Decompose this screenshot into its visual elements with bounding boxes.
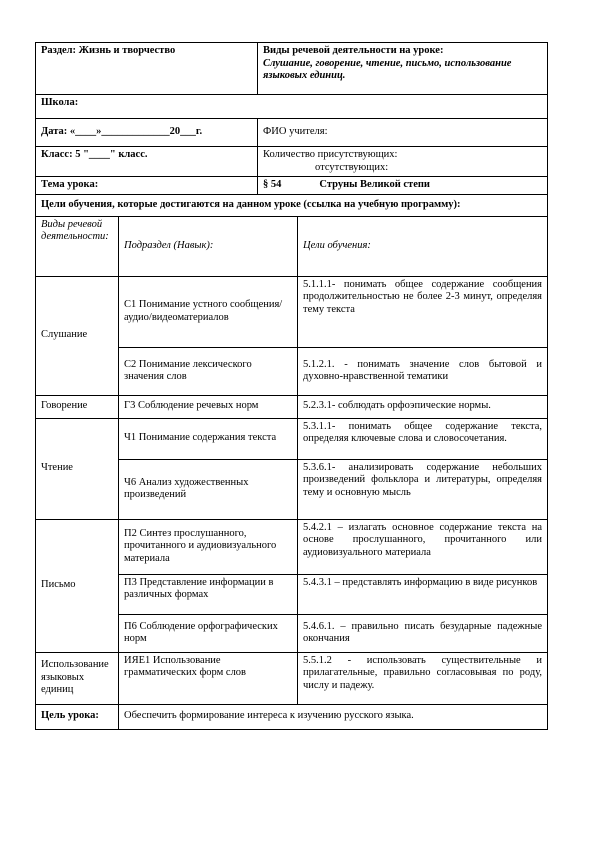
goal-text: 5.4.2.1 – излагать основное содержание текста на основе прослушанного, прочитанного или аудиовизуального материала: [303, 521, 543, 558]
date-label: Дата: «____»_____________20___г.: [41, 126, 203, 138]
column-header-subsection: [119, 216, 298, 276]
goal-cell: [298, 614, 548, 652]
goal-text: 5.2.3.1- соблюдать орфоэпические нормы.: [303, 400, 491, 412]
column-goals-label: Цели обучения:: [303, 239, 371, 251]
teacher-label: ФИО учителя:: [263, 126, 328, 138]
teacher-cell: [258, 119, 548, 147]
activity-label: Говорение: [41, 400, 88, 412]
goal-text: 5.5.1.2 - использовать существительные и прилагательные, правильно согласовывая по роду, числу и падежу.: [303, 654, 543, 691]
column-header-activity: [36, 216, 119, 276]
goal-cell: [298, 574, 548, 614]
topic-label-cell: [36, 177, 258, 195]
skill-label: С2 Понимание лексического значения слов: [124, 358, 252, 382]
speech-activities-list: Слушание, говорение, чтение, письмо, использование языковых единиц.: [263, 57, 512, 81]
skill-cell: [119, 574, 298, 614]
topic-label: Тема урока:: [41, 179, 99, 190]
skill-label: Ч6 Анализ художественных произведений: [124, 476, 249, 500]
date-cell: [36, 119, 258, 147]
skill-label: ИЯЕ1 Использование грамматических форм слов: [124, 654, 247, 678]
topic-number: § 54: [263, 179, 282, 190]
skill-label: П3 Представление информации в различных формах: [124, 576, 274, 600]
skill-label: П6 Соблюдение орфографических норм: [124, 620, 278, 644]
activity-label: Чтение: [41, 462, 73, 474]
skill-cell: [119, 418, 298, 459]
lesson-goal-text: Обеспечить формирование интереса к изучению русского языка.: [124, 710, 414, 722]
skill-label: С1 Понимание устного сообщения/аудио/видеоматериалов: [124, 299, 283, 323]
lesson-goal-label: Цель урока:: [41, 710, 99, 722]
skill-cell: [119, 347, 298, 395]
speech-activities-title: Виды речевой деятельности на уроке:: [263, 45, 444, 56]
column-header-goals: [298, 216, 548, 276]
goal-cell: [298, 418, 548, 459]
activity-label: Слушание: [41, 329, 88, 341]
goals-heading-cell: [36, 194, 548, 216]
activity-label: Письмо: [41, 579, 76, 591]
goals-heading: Цели обучения, которые достигаются на данном уроке (ссылка на учебную программу):: [41, 198, 461, 210]
absent-label: отсутствующих:: [315, 161, 389, 173]
grade-cell: [36, 147, 258, 177]
goal-text: 5.1.2.1. - понимать значение слов бытовой и духовно-нравственной тематики: [303, 358, 543, 382]
skill-cell: [119, 276, 298, 347]
topic-title: Струны Великой степи: [319, 179, 430, 190]
activity-cell: [36, 652, 119, 704]
goal-cell: [298, 652, 548, 704]
activity-cell: [36, 276, 119, 395]
goal-text: 5.1.1.1- понимать общее содержание сообщения продолжительностью не более 2-3 минут, определяя тему текста: [303, 278, 543, 315]
lesson-goal-cell: [119, 704, 548, 729]
school-label: Школа:: [41, 97, 79, 108]
section-cell: [36, 43, 258, 95]
skill-cell: [119, 395, 298, 418]
goal-text: 5.3.1.1- понимать общее содержание текста, определяя ключевые слова и словосочетания.: [303, 420, 543, 444]
activity-cell: [36, 418, 119, 519]
goal-cell: [298, 276, 548, 347]
goal-cell: [298, 519, 548, 574]
skill-label: Ч1 Понимание содержания текста: [124, 432, 277, 444]
skill-cell: [119, 614, 298, 652]
lesson-goal-label-cell: [36, 704, 119, 729]
activity-cell: [36, 519, 119, 652]
attendance-cell: [258, 147, 548, 177]
topic-cell: [258, 177, 548, 195]
activity-cell: [36, 395, 119, 418]
column-activity-label: Виды речевой деятельности:: [41, 218, 109, 242]
goal-cell: [298, 459, 548, 519]
activity-label: Использование языковых единиц: [41, 659, 109, 696]
skill-label: Г3 Соблюдение речевых норм: [124, 400, 259, 412]
goal-cell: [298, 395, 548, 418]
section-label: Раздел: Жизнь и творчество: [41, 45, 176, 56]
school-cell: [36, 95, 548, 119]
skill-cell: [119, 519, 298, 574]
skill-cell: [119, 652, 298, 704]
present-label: Количество присутствующих:: [263, 149, 398, 160]
goal-text: 5.3.6.1- анализировать содержание небольших произведений фольклора и литературы, определяя тему и основную мысль: [303, 461, 543, 498]
grade-label: Класс: 5 "____" класс.: [41, 149, 148, 160]
skill-label: П2 Синтез прослушанного, прочитанного и аудиовизуального материала: [124, 527, 277, 564]
goal-text: 5.4.3.1 – представлять информацию в виде рисунков: [303, 576, 538, 588]
speech-activities-cell: [258, 43, 548, 95]
skill-cell: [119, 459, 298, 519]
goal-cell: [298, 347, 548, 395]
column-subsection-label: Подраздел (Навык):: [124, 239, 214, 251]
goal-text: 5.4.6.1. – правильно писать безударные падежные окончания: [303, 620, 543, 644]
lesson-plan-table: [35, 42, 548, 730]
